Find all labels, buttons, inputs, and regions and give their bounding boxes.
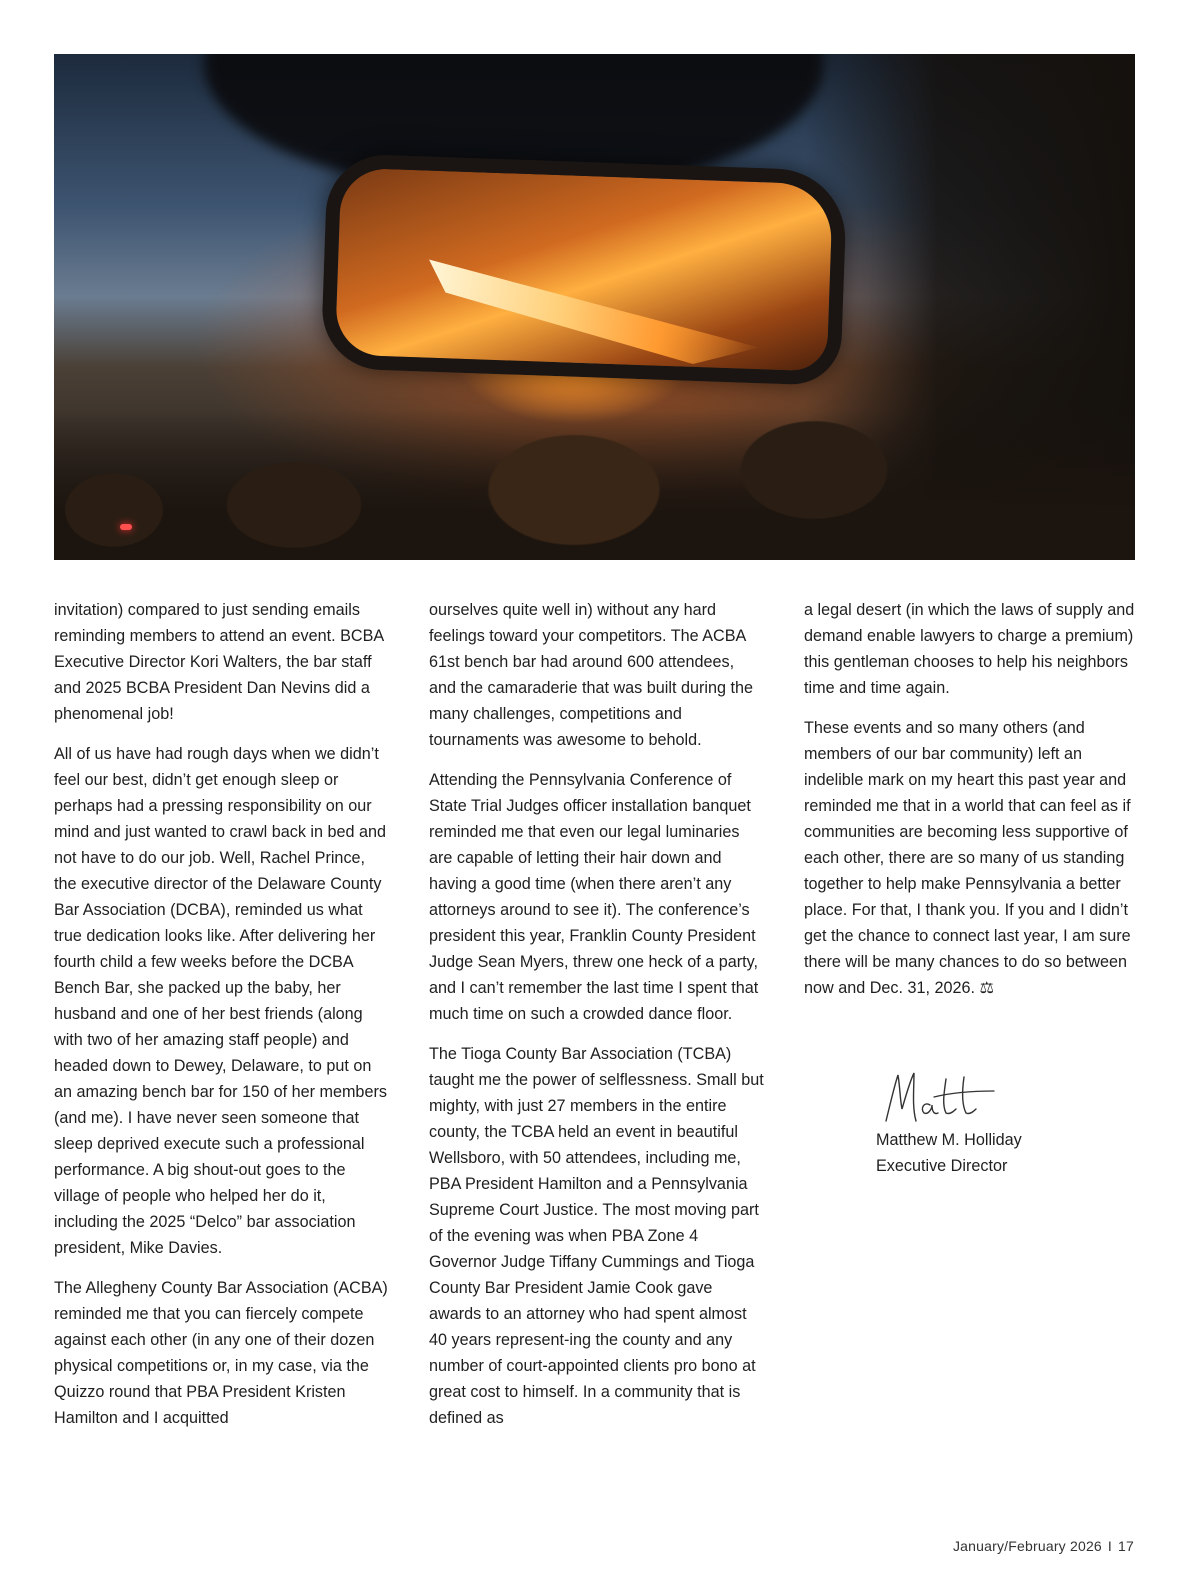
signature-block [876, 1065, 1126, 1179]
paragraph: a legal desert (in which the laws of supply and demand enable lawyers to charge a premium) this gentleman chooses to help his neighbors time and time again. [804, 601, 1135, 697]
signer-name: Matthew M. Holliday [876, 1131, 1022, 1149]
paragraph: All of us have had rough days when we didn’t feel our best, didn’t get enough sleep or perhaps had a pressing responsibility on our mind and just wanted to crawl back in bed and not have to do our job. Well, Rachel Prince, the executive director of the Delaware County Bar Association (DCBA), reminded us what true dedication looks like. After delivering her fourth child a few weeks before the DCBA Bench Bar, she packed up the baby, her husband and one of her best friends (along with two of her amazing staff people) and headed down to Dewey, Delaware, to put on an amazing bench bar for 150 of her members (and me). I have never seen someone that sleep deprived execute such a professional performance. A big shout-out goes to the village of people who helped her do it, including the 2025 “Delco” bar association president, Mike Davies. [54, 745, 387, 1257]
issue-date: January/February 2026 [952, 1538, 1102, 1554]
paragraph: Attending the Pennsylvania Conference of State Trial Judges officer installation banquet reminded me that even our legal luminaries are capable of letting their hair down and having a good time (when there aren’t any attorneys around to see it). The conference’s president this year, Franklin County President Judge Sean Myers, threw one heck of a party, and I can’t remember the last time I spent that much time on such a crowded dance floor. [429, 771, 759, 1023]
treeline [54, 410, 1135, 560]
rearview-mirror [320, 153, 847, 386]
page-number: 17 [1118, 1538, 1134, 1554]
paragraph: ourselves quite well in) without any hard feelings toward your competitors. The ACBA 61st bench bar had around 600 attendees, and the camaraderie that was built during the many challenges, competitions and tournaments was awesome to behold. [429, 601, 753, 749]
article-column-3 [804, 597, 1139, 1015]
signer-title: Executive Director [876, 1157, 1008, 1175]
car-taillight [120, 524, 132, 530]
handwritten-signature [880, 1065, 1000, 1127]
article-column-2 [429, 597, 764, 1445]
paragraph: invitation) compared to just sending emails reminding members to attend an event. BCBA Executive Director Kori Walters, the bar staff and 2025 BCBA President Dan Nevins did a phenomenal job! [54, 601, 384, 723]
paragraph: These events and so many others (and members of our bar community) left an indelible mark on my heart this past year and reminded me that in a world that can feel as if communities are becoming less supportive of each other, there are so many of us standing together to help make Pennsylvania a better place. For that, I thank you. If you and I didn’t get the chance to connect last year, I am sure there will be many chances to do so between now and Dec. 31, 2026. ⚖ [804, 719, 1131, 997]
footer-separator: I [1107, 1538, 1113, 1554]
page-footer [953, 1538, 1134, 1554]
article-column-1 [54, 597, 389, 1445]
paragraph: The Allegheny County Bar Association (ACBA) reminded me that you can fiercely compete against each other (in any one of their dozen physical competitions or, in my case, via the Quizzo round that PBA President Kristen Hamilton and I acquitted [54, 1279, 388, 1427]
paragraph: The Tioga County Bar Association (TCBA) taught me the power of selflessness. Small but mighty, with just 27 members in the entire county, the TCBA held an event in beautiful Wellsboro, with 50 attendees, including me, PBA President Hamilton and a Pennsylvania Supreme Court Justice. The most moving part of the evening was when PBA Zone 4 Governor Judge Tiffany Cummings and Tioga County Bar President Jamie Cook gave awards to an attorney who had spent almost 40 years represent-ing the county and any number of court-appointed clients pro bono at great cost to himself. In a community that is defined as [429, 1045, 764, 1427]
hero-photo [54, 54, 1135, 560]
